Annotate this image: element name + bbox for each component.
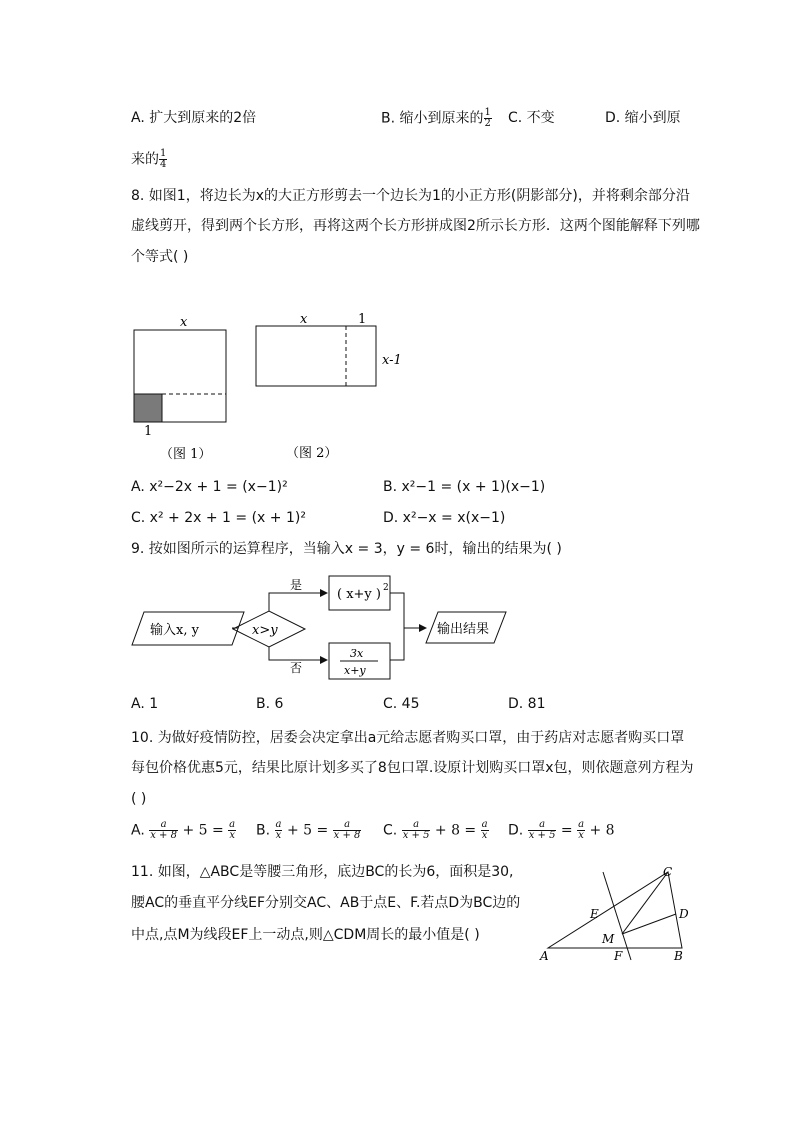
fig2-caption: （图 2） xyxy=(286,446,338,461)
fig1-shaded-square xyxy=(134,394,162,422)
flow-output-arrowhead xyxy=(419,624,427,632)
flow-no-denominator: x+y xyxy=(344,664,366,677)
flow-merge-line xyxy=(390,593,404,660)
q8-stem-line1: 8. 如图1，将边长为x的大正方形剪去一个边长为1的小正方形(阴影部分)，并将剩余部分沿 xyxy=(131,188,690,204)
q9-option-d: D. 81 xyxy=(508,696,546,712)
flow-no-line xyxy=(269,647,326,660)
flow-no-label: 否 xyxy=(290,661,303,675)
q7-option-c: C. 不变 xyxy=(508,110,555,126)
q8-option-b: B. x²−1 = (x + 1)(x−1) xyxy=(383,479,546,495)
point-label-f: F xyxy=(614,949,623,963)
q9-flowchart xyxy=(128,568,518,693)
q9-option-a: A. 1 xyxy=(131,696,159,712)
q10-stem-line2: 每包价格优惠5元，结果比原计划多买了8包口罩.设原计划购买口罩x包，则依题意列方程为 xyxy=(131,760,694,776)
flow-yes-box-label: ( x+y ) xyxy=(337,587,381,602)
fig1-caption: （图 1） xyxy=(160,447,212,462)
point-label-a: A xyxy=(540,949,549,963)
q10-option-a: A. $\frac{a}{x + 8}$ + 5 = $\frac{a}{x}$ xyxy=(131,819,236,841)
q8-option-a: A. x²−2x + 1 = (x−1)² xyxy=(131,479,288,495)
q8-stem-line2: 虚线剪开，得到两个长方形，再将这两个长方形拼成图2所示长方形．这两个图能解释下列哪 xyxy=(131,218,700,234)
q10-stem-line1: 10. 为做好疫情防控，居委会决定拿出a元给志愿者购买口罩，由于药店对志愿者购买口罩 xyxy=(131,730,685,746)
perpendicular-bisector-ef xyxy=(603,872,631,960)
flow-yes-arrowhead xyxy=(320,589,328,597)
fig1-top-label: x xyxy=(180,315,188,330)
point-label-c: C xyxy=(663,865,673,879)
q8-figures xyxy=(120,305,420,465)
q9-stem: 9. 按如图所示的运算程序，当输入x = 3，y = 6时，输出的结果为( ) xyxy=(131,541,562,557)
q8-stem-line3: 个等式( ) xyxy=(131,249,189,265)
q10-option-b: B. $\frac{a}{x}$ + 5 = $\frac{a}{x + 8}$ xyxy=(256,819,361,841)
q11-stem-line2: 腰AC的垂直平分线EF分别交AC、AB于点E、F.若点D为BC边的 xyxy=(131,895,521,911)
fig1-bottom-label: 1 xyxy=(144,424,153,439)
q7-option-d-fraction: $\frac{1}{4}$ xyxy=(160,148,167,170)
q9-option-b: B. 6 xyxy=(256,696,284,712)
flow-yes-box-exponent: 2 xyxy=(383,583,389,593)
fig2-side-label: x-1 xyxy=(382,353,402,368)
q10-stem-line3: ( ) xyxy=(131,791,147,807)
q9-option-c: C. 45 xyxy=(383,696,420,712)
q10-option-d: D. $\frac{a}{x + 5}$ = $\frac{a}{x}$ + 8 xyxy=(508,819,615,841)
fig2-rectangle xyxy=(256,326,376,386)
flow-input-label: 输入x, y xyxy=(150,623,199,638)
q11-stem-line3: 中点,点M为线段EF上一动点,则△CDM周长的最小值是( ) xyxy=(131,927,480,943)
flow-no-arrowhead xyxy=(320,656,328,664)
flow-no-numerator: 3x xyxy=(350,647,364,660)
point-label-e: E xyxy=(590,907,599,921)
q8-option-c: C. x² + 2x + 1 = (x + 1)² xyxy=(131,510,306,526)
q7-option-d-cont-text: 来的 xyxy=(131,151,159,168)
flow-output-label: 输出结果 xyxy=(437,622,490,637)
segment-md xyxy=(622,914,676,934)
q7-option-b-fraction: $\frac{1}{2}$ xyxy=(484,107,491,129)
fig2-top-label-1: 1 xyxy=(358,312,367,327)
q7-option-a: A. 扩大到原来的2倍 xyxy=(131,110,257,126)
q11-triangle-figure xyxy=(536,862,706,967)
segment-cm xyxy=(622,872,668,934)
q7-option-b xyxy=(381,108,492,129)
q7-option-d-continued xyxy=(131,149,167,170)
point-label-m: M xyxy=(602,932,615,946)
flow-yes-label: 是 xyxy=(290,578,303,592)
q8-option-d: D. x²−x = x(x−1) xyxy=(383,510,506,526)
flow-yes-line xyxy=(269,593,326,611)
q7-option-d: D. 缩小到原 xyxy=(605,110,681,126)
point-label-b: B xyxy=(674,949,683,963)
fig2-top-label-x: x xyxy=(300,312,308,327)
q7-option-b-text: B. 缩小到原来的 xyxy=(381,110,484,127)
q10-option-c: C. $\frac{a}{x + 5}$ + 8 = $\frac{a}{x}$ xyxy=(383,819,488,841)
flow-decision-label: x>y xyxy=(252,623,278,638)
point-label-d: D xyxy=(679,907,689,921)
q11-stem-line1: 11. 如图，△ABC是等腰三角形，底边BC的长为6，面积是30, xyxy=(131,864,514,880)
